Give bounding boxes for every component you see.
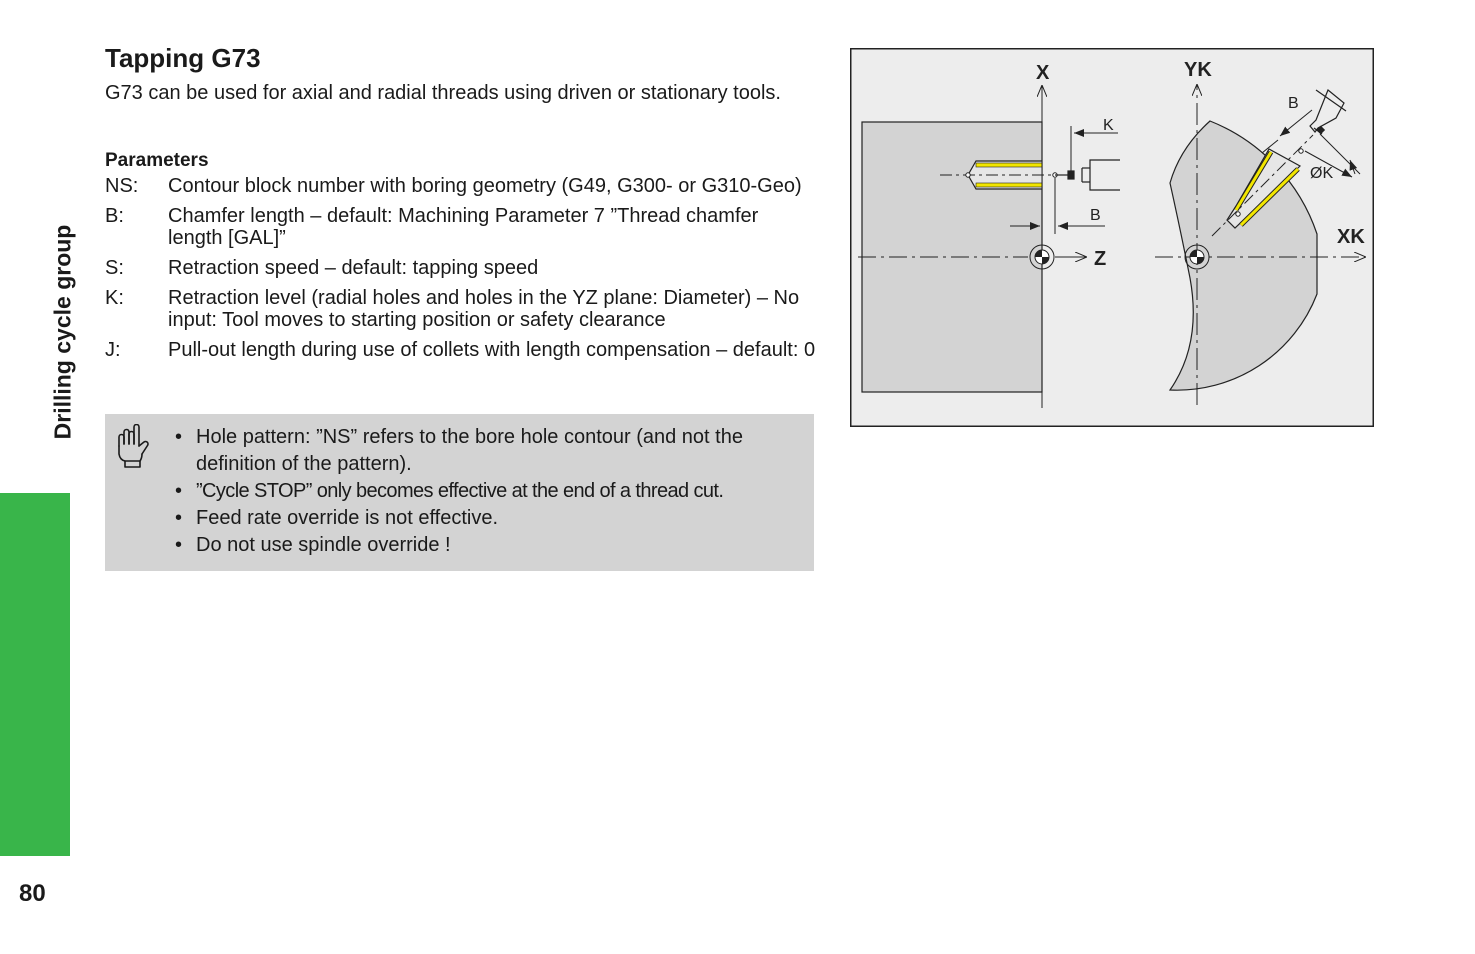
parameter-text: Retraction level (radial holes and holes in the YZ plane: Diameter) – No input: Tool moves to starting position or safety clearance <box>168 287 800 331</box>
parameter-s <box>105 257 817 279</box>
page-number: 80 <box>19 880 46 907</box>
yk-axis-label: YK <box>1184 59 1212 81</box>
xk-axis-label: XK <box>1337 226 1365 248</box>
note-bullet: • Do not use spindle override ! <box>173 532 803 559</box>
parameters-heading: Parameters <box>105 150 209 171</box>
parameter-key: S: <box>105 257 124 279</box>
k-dimension-label: K <box>1103 117 1114 134</box>
chapter-label: Drilling cycle group <box>49 224 76 440</box>
diameter-k-label: ØK <box>1310 165 1334 182</box>
note-bullet: • Hole pattern: ”NS” refers to the bore hole contour (and not the definition of the pattern). <box>173 424 803 478</box>
parameter-text: Contour block number with boring geometry (G49, G300- or G310-Geo) <box>168 175 802 197</box>
parameter-ns <box>105 175 817 197</box>
chapter-tab <box>0 493 70 856</box>
parameter-j <box>105 339 817 361</box>
parameter-key: B: <box>105 205 124 227</box>
parameter-text: Retraction speed – default: tapping speed <box>168 257 539 279</box>
parameter-b <box>105 205 817 249</box>
section-title: Tapping G73 <box>105 43 261 73</box>
note-bullets <box>173 424 803 559</box>
pointing-hand-icon <box>115 424 149 468</box>
tapping-diagram <box>850 48 1374 427</box>
x-axis-label: X <box>1036 62 1050 84</box>
parameter-text: Chamfer length – default: Machining Parameter 7 ”Thread chamfer length [GAL]” <box>168 205 759 249</box>
section-intro: G73 can be used for axial and radial threads using driven or stationary tools. <box>105 82 781 104</box>
b-dimension-left-label: B <box>1090 207 1101 224</box>
b-dimension-right-label: B <box>1288 95 1299 112</box>
parameter-key: NS: <box>105 175 139 197</box>
parameter-key: J: <box>105 339 121 361</box>
note-bullet: • Feed rate override is not effective. <box>173 505 803 532</box>
tapping-diagram-svg <box>850 48 1374 427</box>
parameter-text: Pull-out length during use of collets with length compensation – default: 0 <box>168 339 816 361</box>
note-bullet: • ”Cycle STOP” only becomes effective at the end of a thread cut. <box>173 478 803 505</box>
z-axis-label: Z <box>1094 248 1107 270</box>
parameter-k <box>105 287 817 331</box>
parameters-list <box>105 175 817 369</box>
note-box <box>105 414 814 571</box>
parameter-key: K: <box>105 287 124 309</box>
